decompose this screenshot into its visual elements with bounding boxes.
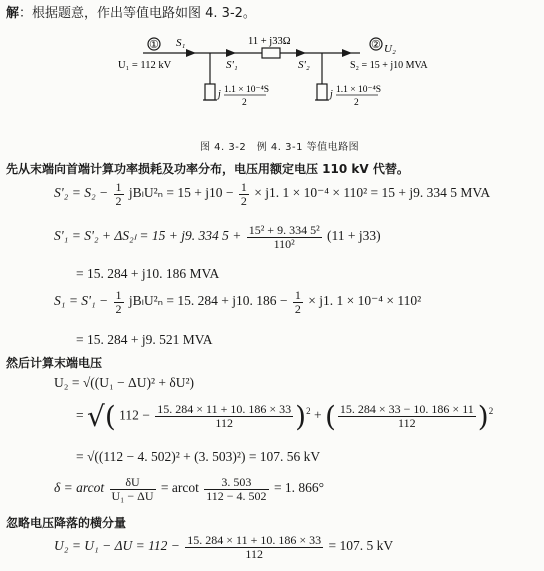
half-den: 2 (115, 301, 122, 316)
half-num: 1 (240, 180, 247, 194)
eq-s1 (54, 289, 421, 315)
shunt-right-j: j (330, 89, 333, 100)
shunt-right-den: 2 (354, 98, 359, 108)
u2-frac1-num: 15. 284 × 11 + 10. 186 × 33 (157, 402, 292, 417)
delta-frac2 (204, 476, 268, 502)
eq-u2-line1: U₂ = √((U₁ − ΔU)² + δU²) (54, 375, 195, 390)
u1-label: U₁ = 112 kV (118, 60, 172, 71)
half-den: 2 (240, 193, 247, 208)
final-result: = 107. 5 kV (328, 538, 394, 554)
equivalent-circuit-diagram (0, 28, 544, 128)
shunt-right-num: 1.1 × 10⁻⁴S (336, 85, 382, 95)
eq-s2p-half (114, 181, 124, 207)
final-frac (185, 534, 323, 560)
eq-s1p-result: = 15. 284 + j10. 186 MVA (76, 266, 220, 281)
final-frac-den: 112 (245, 546, 263, 561)
half-num: 1 (115, 288, 122, 302)
load-label: S₂ = 15 + j10 MVA (350, 60, 428, 71)
eq-s2p-rest: jBₗU²ₙ = 15 + j10 − (128, 185, 234, 201)
delta-frac1-den: U₁ − ΔU (111, 488, 154, 503)
impedance-label: 11 + j33Ω (248, 36, 291, 47)
s1-label: S₁ (176, 37, 186, 49)
half-num: 1 (294, 288, 301, 302)
intro-line (6, 2, 256, 21)
u2-frac1-den: 112 (215, 416, 233, 430)
u2-frac2 (338, 403, 476, 429)
delta-frac1-num: δU (110, 476, 156, 490)
flow-arrow-s1p (226, 49, 236, 57)
eq-s2p-half2 (239, 181, 249, 207)
eq-s2-prime (54, 181, 490, 207)
eq-u2-line3: = √((112 − 4. 502)² + (3. 503)²) = 107. 56 kV (76, 449, 321, 464)
delta-frac2-den: 112 − 4. 502 (206, 488, 267, 503)
shunt-left-element (205, 84, 215, 100)
solution-label: 解 (6, 6, 20, 21)
step2-heading: 然后计算末端电压 (6, 356, 103, 370)
eq-s1-prime (54, 224, 381, 250)
u2-l2-eq: = (76, 407, 84, 423)
u2-frac1 (155, 403, 293, 429)
sqrt-sign: √ (87, 400, 105, 433)
u2-label: U₂ (384, 43, 396, 55)
final-frac-num: 15. 284 × 11 + 10. 186 × 33 (187, 533, 322, 547)
eq-delta (54, 476, 324, 502)
eq-s1-lhs: S₁ = S'₁ − (54, 293, 109, 309)
intro-text: ：根据题意，作出等值电路如图 4. 3-2。 (19, 6, 256, 21)
eq-s1-result: = 15. 284 + j9. 521 MVA (76, 332, 213, 347)
eq-s1p-tail: (11 + j33) (327, 228, 381, 244)
flow-arrow-load (342, 49, 352, 57)
delta-frac2-num: 3. 503 (204, 476, 268, 490)
eq-s1p-lhs: S'₁ = S'₂ + ΔS₂ₗ = 15 + j9. 334 5 + (54, 228, 242, 244)
step1-heading: 先从末端向首端计算功率损耗及功率分布，电压用额定电压 110 kV 代替。 (6, 162, 409, 176)
eq-s1-half2 (293, 289, 303, 315)
eq-s1-half (114, 289, 124, 315)
half-den: 2 (294, 301, 301, 316)
eq-s1-mid: jBₗU²ₙ = 15. 284 + j10. 186 − (128, 293, 288, 309)
shunt-left-den: 2 (242, 98, 247, 108)
eq-s1-tail: × j1. 1 × 10⁻⁴ × 110² (308, 293, 422, 309)
u2-l2-plus: + (313, 407, 322, 423)
figure-caption: 图 4. 3-2 例 4. 3-1 等值电路图 (200, 142, 360, 153)
delta-frac1 (110, 476, 156, 502)
shunt-right-element (317, 84, 327, 100)
shunt-left-j: j (218, 89, 221, 100)
final-lhs: U₂ = U₁ − ΔU = 112 − (54, 538, 180, 554)
paren-close: ) (295, 400, 307, 433)
eq-s1p-frac (247, 224, 322, 250)
eq-final (54, 534, 393, 560)
delta-lhs: δ = arcot (54, 480, 105, 496)
node-2-label: ② (371, 39, 381, 51)
flow-arrow-s1 (186, 49, 196, 57)
paren-open-2: ( (324, 400, 336, 433)
flow-arrow-s2p (296, 49, 306, 57)
eq-s2p-tail: × j1. 1 × 10⁻⁴ × 110² = 15 + j9. 334 5 MVA (254, 185, 491, 201)
step3-heading: 忽略电压降落的横分量 (6, 516, 127, 530)
eq-s2p-lhs: S'₂ = S₂ − (54, 185, 109, 201)
delta-result: = 1. 866° (273, 480, 325, 496)
s2p-label: S'₂ (298, 59, 310, 71)
shunt-left-num: 1.1 × 10⁻⁴S (224, 85, 270, 95)
delta-mid: = arcot (160, 480, 199, 496)
u2-frac2-num: 15. 284 × 33 − 10. 186 × 11 (339, 402, 474, 417)
node-1-label: ① (149, 39, 159, 51)
u2-l2-a: 112 − (119, 407, 150, 423)
paren-open: ( (104, 400, 116, 433)
line-impedance (262, 48, 280, 58)
paren-close-2: ) (477, 400, 489, 433)
eq-u2-line2: = √( 112 − $\frac{15. 284 \times 11 + 10. 186 \times 33}{112}$ )$^2$ + ( $\frac{15. 284 \times 33 - 10. 186 \times 11}{112}$ )$^2$ (76, 400, 494, 433)
half-num: 1 (115, 180, 122, 194)
s1p-frac-num: 15² + 9. 334 5² (248, 223, 320, 237)
s1p-frac-den: 110² (273, 236, 295, 251)
u2-frac2-den: 112 (398, 416, 416, 430)
half-den: 2 (115, 193, 122, 208)
s1p-label: S'₁ (226, 59, 238, 71)
